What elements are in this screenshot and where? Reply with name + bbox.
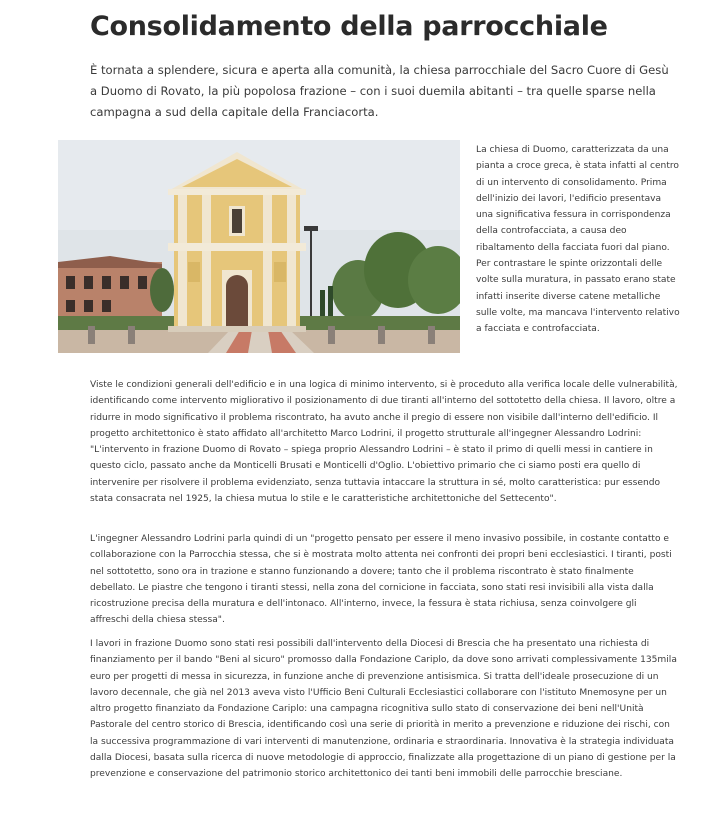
article <box>90 0 676 123</box>
body-paragraph-3: I lavori in frazione Duomo sono stati resi possibili dall'intervento della Diocesi di Brescia che ha presentato una richiesta di finanziamento per il bando "Beni al sicuro" promosso dalla Fondazione Cariplo, da dove sono arrivati complessivamente 135mila euro per progetti di messa in sicurezza, in funzione anche di prevenzione antisismica. Si tratta dell'ideale prosecuzione di un lavoro decennale, che già nel 2013 aveva visto l'Ufficio Beni Culturali Ecclesiastici collaborare con l'istituto Mnemosyne per un altro progetto finanziato da Fondazione Cariplo: una campagna ricognitiva sullo stato di conservazione dei beni nell'Unità Pastorale del centro storico di Brescia, identificando così una serie di priorità in merito a prevenzione e riduzione dei rischi, con la successiva programmazione di vari interventi di manutenzione, ordinaria e straordinaria. Innovativa è la strategia individuata dalla Diocesi, basata sulla ricerca di nuove metodologie di approccio, finalizzate alla progettazione di un piano di gestione per la prevenzione e conservazione del patrimonio storico architettonico dei tanti beni immobili delle parrocchie bresciane. <box>90 639 677 780</box>
body-paragraph-2: L'ingegner Alessandro Lodrini parla quindi di un "progetto pensato per essere il meno invasivo possibile, in costante contatto e collaborazione con la Parrocchia stessa, che si è mostrata molto attenta nei confronti dei propri beni ecclesiastici. I tiranti, posti nel sottotetto, sono ora in trazione e stanno funzionando a dovere; tanto che il problema riscontrato è stato finalmente debellato. Le piastre che tengono i tiranti stessi, nella zona del cornicione in facciata, sono stati resi invisibili alla vista dalla ricostruzione precisa della muratura e dell'intonaco. All'interno, invece, la fessura è stata richiusa, senza coinvolgere gli affreschi della chiesa stessa". <box>90 534 672 626</box>
article-lead: È tornata a splendere, sicura e aperta alla comunità, la chiesa parrocchiale del Sacro Cuore di Gesù a Duomo di Rovato, la più popolosa frazione – con i suoi duemila abitanti – tra quelle sparse nella campagna a sud della capitale della Franciacorta. <box>90 63 669 119</box>
page-title: Consolidamento della parrocchiale <box>90 11 608 42</box>
church-photo-illustration <box>58 140 460 353</box>
side-paragraph: La chiesa di Duomo, caratterizzata da una pianta a croce greca, è stata infatti al centro di un intervento di consolidamento. Prima dell'inizio dei lavori, l'edificio presentava una significativa fessura in corrispondenza della controfacciata, a causa deo ribaltamento della facciata fuori dal piano. Per contrastare le spinte orizzontali delle volte sulla muratura, in passato erano state infatti inserite diverse catene metalliche sulle volte, ma mancava l'intervento relativo a facciata e controfacciata. <box>476 145 680 335</box>
body-paragraph-1: Viste le condizioni generali dell'edificio e in una logica di minimo intervento, si è proceduto alla verifica locale delle vulnerabilità, identificando come intervento migliorativo il posizionamento di due tiranti all'interno del sottotetto della chiesa. Il lavoro, oltre a ridurre in modo significativo il problema riscontrato, ha avuto anche il pregio di essere non visibile dall'interno dell'edificio. Il progetto architettonico è stato affidato all'architetto Marco Lodrini, il progetto strutturale all'ingegner Alessandro Lodrini: "L'intervento in frazione Duomo di Rovato – spiega proprio Alessandro Lodrini – è stato il primo di quelli messi in cantiere in questo ciclo, passato anche da Monticelli Brusati e Monticelli d'Oglio. L'obiettivo primario che ci siamo posti era quello di intervenire per risolvere il problema evidenziato, senza tuttavia intaccare la struttura in sé, molto caratteristica: pur essendo stata consacrata nel 1925, la chiesa mutua lo stile e le caratteristiche architettoniche del Settecento". <box>90 380 678 505</box>
church-facade-photo <box>58 140 460 353</box>
